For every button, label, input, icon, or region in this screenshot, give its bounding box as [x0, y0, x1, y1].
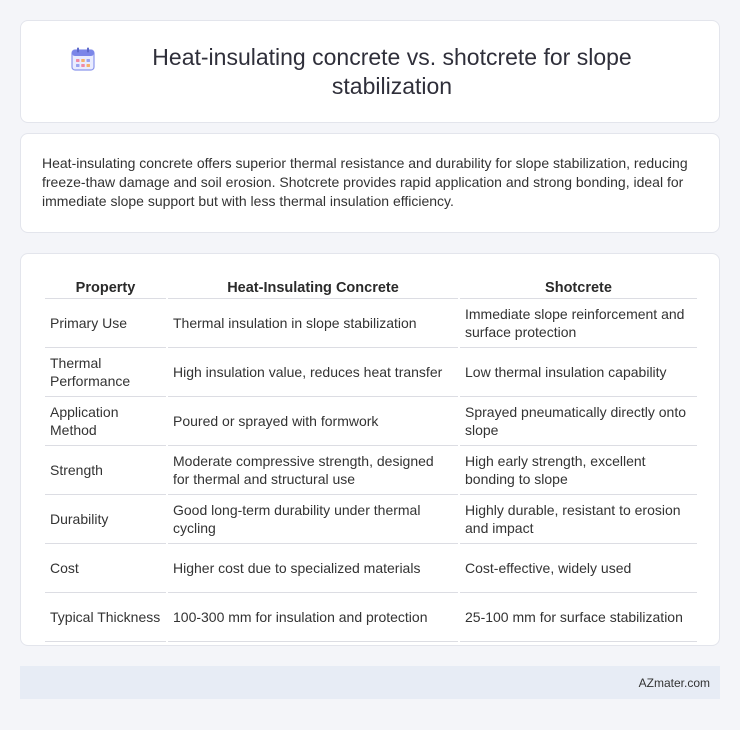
footer-site-link[interactable]: AZmater.com	[638, 675, 710, 690]
header-property: Property	[45, 274, 166, 299]
row-property: Primary Use	[45, 299, 166, 348]
table-row	[45, 348, 697, 397]
table-row	[45, 544, 697, 593]
summary-card	[20, 133, 720, 233]
title-card	[20, 20, 720, 123]
table-row	[45, 397, 697, 446]
row-heat-insulating-value: Moderate compressive strength, designed for thermal and structural use	[168, 446, 458, 495]
row-heat-insulating-value: Good long-term durability under thermal cycling	[168, 495, 458, 544]
comparison-table-card	[20, 253, 720, 646]
row-heat-insulating-value: Thermal insulation in slope stabilization	[168, 299, 458, 348]
row-property: Typical Thickness	[45, 593, 166, 642]
calendar-icon	[70, 46, 96, 72]
row-heat-insulating-value: Higher cost due to specialized materials	[168, 544, 458, 593]
row-shotcrete-value: Sprayed pneumatically directly onto slope	[460, 397, 697, 446]
page-title: Heat-insulating concrete vs. shotcrete for slope stabilization	[152, 43, 632, 99]
title-wrap	[70, 43, 670, 101]
table-row	[45, 495, 697, 544]
summary-text: Heat-insulating concrete offers superior thermal resistance and durability for slope stabilization, reducing freeze-thaw damage and soil erosion. Shotcrete provides rapid application and strong bonding, ideal for immediate slope support but with less thermal insulation efficiency.	[42, 155, 688, 209]
table-row	[45, 593, 697, 642]
row-heat-insulating-value: 100-300 mm for insulation and protection	[168, 593, 458, 642]
row-shotcrete-value: Immediate slope reinforcement and surface protection	[460, 299, 697, 348]
row-shotcrete-value: High early strength, excellent bonding to slope	[460, 446, 697, 495]
row-property: Cost	[45, 544, 166, 593]
row-shotcrete-value: Cost-effective, widely used	[460, 544, 697, 593]
row-shotcrete-value: Low thermal insulation capability	[460, 348, 697, 397]
table-header-row	[45, 274, 697, 299]
row-shotcrete-value: 25-100 mm for surface stabilization	[460, 593, 697, 642]
table-row	[45, 446, 697, 495]
header-shotcrete: Shotcrete	[460, 274, 697, 299]
header-heat-insulating-concrete: Heat-Insulating Concrete	[168, 274, 458, 299]
comparison-table	[43, 274, 699, 642]
row-property: Durability	[45, 495, 166, 544]
row-heat-insulating-value: Poured or sprayed with formwork	[168, 397, 458, 446]
row-property: Thermal Performance	[45, 348, 166, 397]
row-property: Strength	[45, 446, 166, 495]
row-shotcrete-value: Highly durable, resistant to erosion and impact	[460, 495, 697, 544]
table-row	[45, 299, 697, 348]
row-property: Application Method	[45, 397, 166, 446]
row-heat-insulating-value: High insulation value, reduces heat transfer	[168, 348, 458, 397]
footer-bar	[20, 666, 720, 699]
